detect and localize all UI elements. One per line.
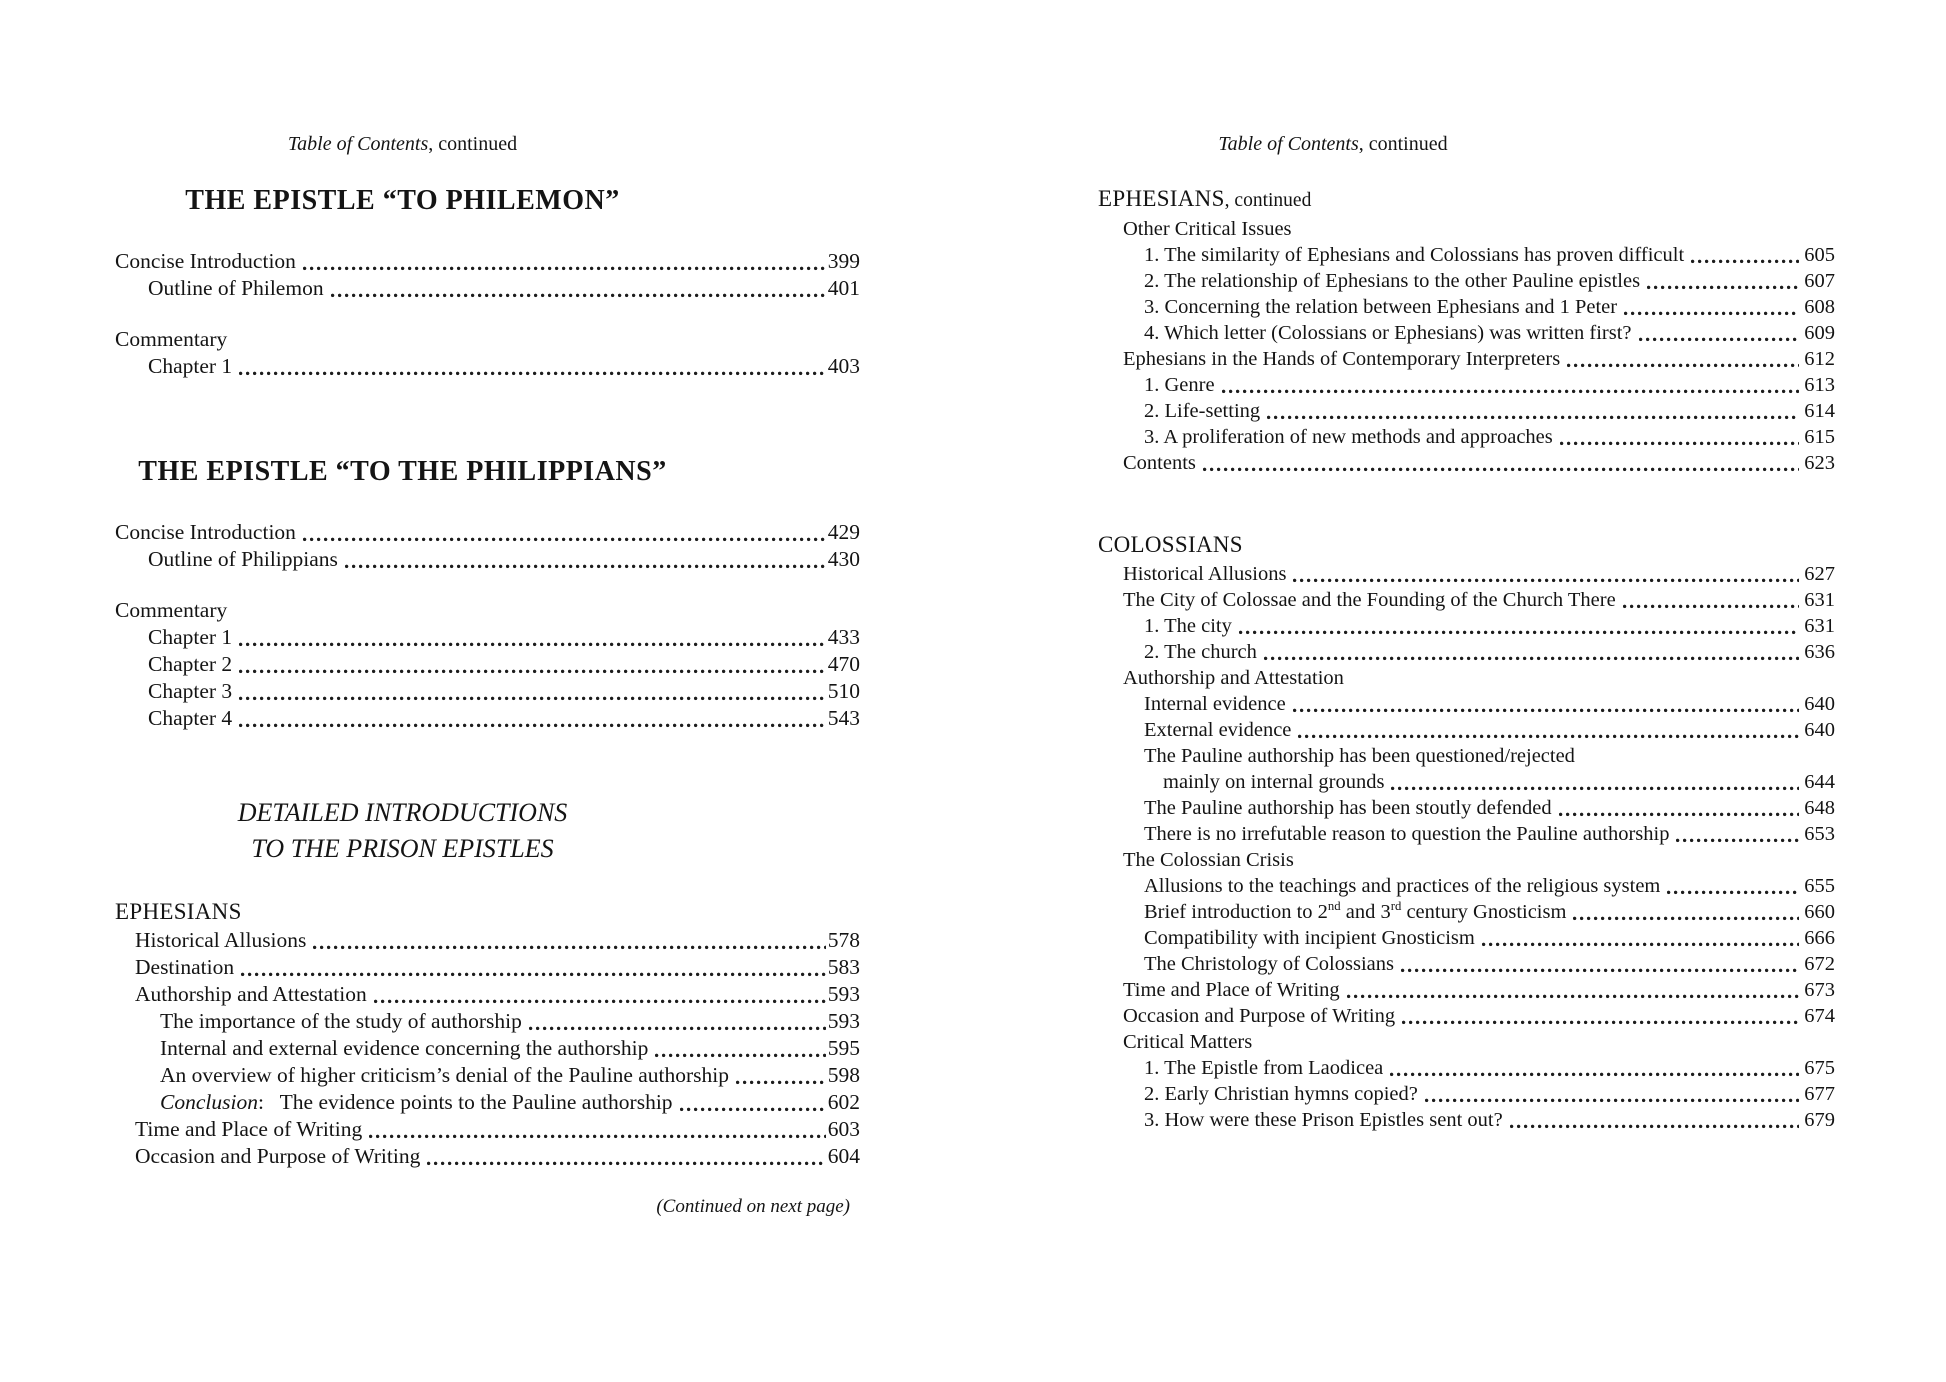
entry-label: Allusions to the teachings and practices of the religious system — [1144, 875, 1661, 897]
entry-label: Internal and external evidence concerning the authorship — [160, 1036, 649, 1060]
dot-leader — [1567, 363, 1799, 368]
page-number: 631 — [1804, 615, 1835, 637]
dot-leader — [1298, 734, 1799, 739]
toc-row — [1098, 1081, 1835, 1107]
dot-leader — [1203, 467, 1799, 472]
entry-label-italic: Conclusion — [160, 1090, 258, 1114]
page-number: 648 — [1804, 797, 1835, 819]
entry-label: Time and Place of Writing — [1123, 979, 1340, 1001]
dot-leader — [1676, 838, 1799, 843]
dot-leader — [1264, 656, 1799, 661]
dot-leader — [303, 266, 826, 271]
toc-row — [1098, 450, 1835, 476]
toc-row — [115, 927, 860, 954]
entry-label: The importance of the study of authorship — [160, 1009, 522, 1033]
dot-leader — [1222, 389, 1800, 394]
toc-row — [1098, 925, 1835, 951]
entry-label: Contents — [1123, 452, 1196, 474]
toc-row — [1098, 977, 1835, 1003]
entry-label: The Colossian Crisis — [1123, 849, 1294, 871]
toc-row — [1098, 216, 1835, 242]
dot-leader — [1390, 1072, 1799, 1077]
entry-label: Commentary — [115, 327, 228, 351]
page-number: 612 — [1804, 348, 1835, 370]
toc-row — [115, 546, 860, 573]
entry-label: 1. The Epistle from Laodicea — [1144, 1057, 1384, 1079]
entry-label: Chapter 4 — [148, 706, 233, 730]
toc-row — [115, 624, 860, 651]
page-number: 644 — [1804, 771, 1835, 793]
entry-label: External evidence — [1144, 719, 1292, 741]
toc-row — [1098, 424, 1835, 450]
toc-row — [115, 597, 860, 624]
section-heading-ephesians-continued — [1098, 184, 1835, 216]
page-number: 609 — [1804, 322, 1835, 344]
section-title-philemon: THE EPISTLE “TO PHILEMON” — [185, 185, 620, 216]
dot-leader — [369, 1134, 825, 1139]
entry-label: Critical Matters — [1123, 1031, 1253, 1053]
detailed-introductions-line1: DETAILED INTRODUCTIONS — [237, 798, 568, 827]
page-number: 602 — [827, 1090, 860, 1114]
dot-leader — [345, 564, 826, 569]
entry-label: Authorship and Attestation — [135, 982, 367, 1006]
entry-label: Historical Allusions — [135, 928, 307, 952]
entry-label: Historical Allusions — [1123, 563, 1287, 585]
dot-leader — [239, 642, 826, 647]
page-number: 604 — [827, 1144, 860, 1168]
page-number: 578 — [827, 928, 860, 952]
dot-leader — [1624, 311, 1799, 316]
toc-row — [1098, 613, 1835, 639]
entry-label: Chapter 2 — [148, 652, 233, 676]
entry-label: Internal evidence — [1144, 693, 1286, 715]
page-number: 653 — [1804, 823, 1835, 845]
entry-label: The Pauline authorship has been questioned/rejected — [1144, 745, 1575, 767]
page-number: 583 — [827, 955, 860, 979]
toc-row — [115, 705, 860, 732]
dot-leader — [1639, 337, 1800, 342]
dot-leader — [1402, 1020, 1799, 1025]
toc-row — [115, 678, 860, 705]
section-heading-text: COLOSSIANS — [1098, 532, 1243, 557]
dot-leader — [1267, 415, 1799, 420]
entry-label: 2. Life-setting — [1144, 400, 1261, 422]
section-heading-text: EPHESIANS — [115, 899, 242, 924]
dot-leader — [239, 696, 826, 701]
page-number: 403 — [827, 354, 860, 378]
dot-leader — [1559, 812, 1800, 817]
toc-row — [1098, 372, 1835, 398]
dot-leader — [1239, 630, 1799, 635]
page-number: 613 — [1804, 374, 1835, 396]
entry-label — [160, 1089, 673, 1116]
page-number: 640 — [1804, 693, 1835, 715]
section-heading-text: EPHESIANS — [1098, 186, 1225, 211]
toc-row — [115, 248, 860, 275]
entry-label-rest: : The evidence points to the Pauline authorship — [257, 1090, 673, 1114]
page-number: 603 — [827, 1117, 860, 1141]
dot-leader — [1425, 1098, 1799, 1103]
toc-row — [115, 651, 860, 678]
toc-row — [115, 1089, 860, 1116]
page-number: 608 — [1804, 296, 1835, 318]
entry-label: Compatibility with incipient Gnosticism — [1144, 927, 1475, 949]
page-number: 666 — [1804, 927, 1835, 949]
page-number: 543 — [827, 706, 860, 730]
page-number: 677 — [1804, 1083, 1835, 1105]
page-header-rest: , continued — [1358, 133, 1448, 155]
toc-row — [1098, 294, 1835, 320]
entry-label: Outline of Philemon — [148, 276, 324, 300]
entry-label: Destination — [135, 955, 235, 979]
page-number: 510 — [827, 679, 860, 703]
toc-row — [115, 1116, 860, 1143]
dot-leader — [239, 669, 826, 674]
page-number: 636 — [1804, 641, 1835, 663]
page-number: 598 — [827, 1063, 860, 1087]
dot-leader — [1347, 994, 1800, 999]
entry-label: Chapter 1 — [148, 625, 233, 649]
section-title-detailed-introductions — [115, 795, 690, 867]
page-number: 430 — [827, 547, 860, 571]
entry-label: mainly on internal grounds — [1163, 771, 1385, 793]
dot-leader — [1573, 916, 1799, 921]
page-number: 672 — [1804, 953, 1835, 975]
dot-leader — [241, 972, 826, 977]
dot-leader — [1667, 890, 1799, 895]
toc-row — [115, 1035, 860, 1062]
entry-label: 4. Which letter (Colossians or Ephesians) was written first? — [1144, 322, 1632, 344]
page-number: 674 — [1804, 1005, 1835, 1027]
entry-label: Concise Introduction — [115, 249, 296, 273]
dot-leader — [374, 999, 826, 1004]
toc-row — [115, 954, 860, 981]
toc-row — [1098, 1107, 1835, 1133]
entry-label: Chapter 1 — [148, 354, 233, 378]
toc-row — [115, 1008, 860, 1035]
entry-label: 2. Early Christian hymns copied? — [1144, 1083, 1418, 1105]
toc-row — [115, 981, 860, 1008]
entry-label: 1. The similarity of Ephesians and Colossians has proven difficult — [1144, 244, 1685, 266]
toc-row — [1098, 873, 1835, 899]
entry-label: 3. A proliferation of new methods and approaches — [1144, 426, 1553, 448]
entry-label: Concise Introduction — [115, 520, 296, 544]
dot-leader — [680, 1107, 826, 1112]
dot-leader — [1401, 968, 1799, 973]
entry-label: Commentary — [115, 598, 228, 622]
toc-row — [1098, 1029, 1835, 1055]
page-number: 679 — [1804, 1109, 1835, 1131]
dot-leader — [427, 1161, 825, 1166]
page-number: 631 — [1804, 589, 1835, 611]
toc-row — [1098, 665, 1835, 691]
toc-row — [1098, 951, 1835, 977]
page-number: 433 — [827, 625, 860, 649]
toc-row — [1098, 1055, 1835, 1081]
dot-leader — [655, 1053, 825, 1058]
dot-leader — [1647, 285, 1799, 290]
entry-label: 1. The city — [1144, 615, 1232, 637]
entry-label: There is no irrefutable reason to question the Pauline authorship — [1144, 823, 1670, 845]
page-number: 401 — [827, 276, 860, 300]
page-header — [115, 132, 690, 156]
section-heading-suffix: , continued — [1224, 190, 1312, 211]
entry-label: Outline of Philippians — [148, 547, 338, 571]
entry-label: The Pauline authorship has been stoutly defended — [1144, 797, 1552, 819]
dot-leader — [1293, 578, 1799, 583]
entry-label: An overview of higher criticism’s denial of the Pauline authorship — [160, 1063, 730, 1087]
left-page — [115, 132, 860, 1218]
footer-note: (Continued on next page) — [656, 1196, 850, 1217]
page-number: 623 — [1804, 452, 1835, 474]
entry-label-pre: Brief introduction to 2 — [1144, 901, 1328, 923]
dot-leader — [313, 945, 825, 950]
page-number: 660 — [1804, 901, 1835, 923]
dot-leader — [529, 1026, 826, 1031]
section-title-philippians: THE EPISTLE “TO THE PHILIPPIANS” — [138, 456, 667, 487]
toc-row — [1098, 743, 1835, 769]
entry-label-post: century Gnosticism — [1401, 901, 1567, 923]
toc-row — [1098, 1003, 1835, 1029]
superscript-ordinal: rd — [1390, 899, 1402, 914]
entry-label: Occasion and Purpose of Writing — [135, 1144, 421, 1168]
page-number: 614 — [1804, 400, 1835, 422]
dot-leader — [303, 537, 826, 542]
toc-row — [115, 275, 860, 302]
dot-leader — [1691, 259, 1799, 264]
page-number: 640 — [1804, 719, 1835, 741]
page-number: 593 — [827, 982, 860, 1006]
toc-row — [1098, 242, 1835, 268]
page-header-italic: Table of Contents — [1218, 133, 1359, 155]
entry-label: Ephesians in the Hands of Contemporary Interpreters — [1123, 348, 1561, 370]
toc-row — [115, 519, 860, 546]
dot-leader — [736, 1080, 826, 1085]
toc-row — [115, 353, 860, 380]
toc-row — [1098, 587, 1835, 613]
page-number: 675 — [1804, 1057, 1835, 1079]
toc-row — [1098, 346, 1835, 372]
page-number: 595 — [827, 1036, 860, 1060]
entry-label: Other Critical Issues — [1123, 218, 1292, 240]
entry-label: Time and Place of Writing — [135, 1117, 363, 1141]
entry-label: The Christology of Colossians — [1144, 953, 1394, 975]
dot-leader — [1482, 942, 1799, 947]
toc-row — [1098, 795, 1835, 821]
toc-row — [1098, 847, 1835, 873]
page-number: 673 — [1804, 979, 1835, 1001]
entry-label: 2. The church — [1144, 641, 1257, 663]
toc-row — [1098, 268, 1835, 294]
entry-label: 3. How were these Prison Epistles sent out? — [1144, 1109, 1503, 1131]
page-number: 627 — [1804, 563, 1835, 585]
entry-label: Authorship and Attestation — [1123, 667, 1344, 689]
detailed-introductions-line2: TO THE PRISON EPISTLES — [251, 834, 554, 863]
entry-label: Occasion and Purpose of Writing — [1123, 1005, 1396, 1027]
dot-leader — [1510, 1124, 1800, 1129]
entry-label: 2. The relationship of Ephesians to the other Pauline epistles — [1144, 270, 1641, 292]
dot-leader — [1623, 604, 1800, 609]
page-number: 470 — [827, 652, 860, 676]
toc-row — [115, 326, 860, 353]
section-heading-colossians — [1098, 530, 1835, 561]
entry-label: The City of Colossae and the Founding of the Church There — [1123, 589, 1616, 611]
page-number: 399 — [827, 249, 860, 273]
entry-label: Chapter 3 — [148, 679, 233, 703]
dot-leader — [331, 293, 826, 298]
dot-leader — [1293, 708, 1800, 713]
toc-row — [1098, 398, 1835, 424]
toc-row — [1098, 899, 1835, 925]
page-number: 655 — [1804, 875, 1835, 897]
entry-label-mid: and 3 — [1340, 901, 1391, 923]
toc-row — [115, 1062, 860, 1089]
toc-row — [1098, 769, 1835, 795]
toc-row — [1098, 639, 1835, 665]
toc-row — [1098, 691, 1835, 717]
page-number: 607 — [1804, 270, 1835, 292]
toc-row — [115, 1143, 860, 1170]
entry-label: 3. Concerning the relation between Ephesians and 1 Peter — [1144, 296, 1618, 318]
right-page — [1098, 132, 1835, 1133]
page-header-rest: , continued — [428, 133, 518, 155]
section-heading-ephesians — [115, 897, 860, 927]
toc-row — [1098, 821, 1835, 847]
toc-row — [1098, 320, 1835, 346]
entry-label — [1144, 899, 1566, 925]
page-header-italic: Table of Contents — [287, 133, 429, 155]
toc-row — [1098, 561, 1835, 587]
page-number: 605 — [1804, 244, 1835, 266]
dot-leader — [239, 371, 826, 376]
entry-label: 1. Genre — [1144, 374, 1215, 396]
page-number: 615 — [1804, 426, 1835, 448]
toc-row — [1098, 717, 1835, 743]
dot-leader — [1560, 441, 1800, 446]
page-number: 593 — [827, 1009, 860, 1033]
page-number: 429 — [827, 520, 860, 544]
superscript-ordinal: nd — [1327, 899, 1341, 914]
page-header — [1098, 132, 1568, 156]
dot-leader — [1391, 786, 1799, 791]
dot-leader — [239, 723, 826, 728]
